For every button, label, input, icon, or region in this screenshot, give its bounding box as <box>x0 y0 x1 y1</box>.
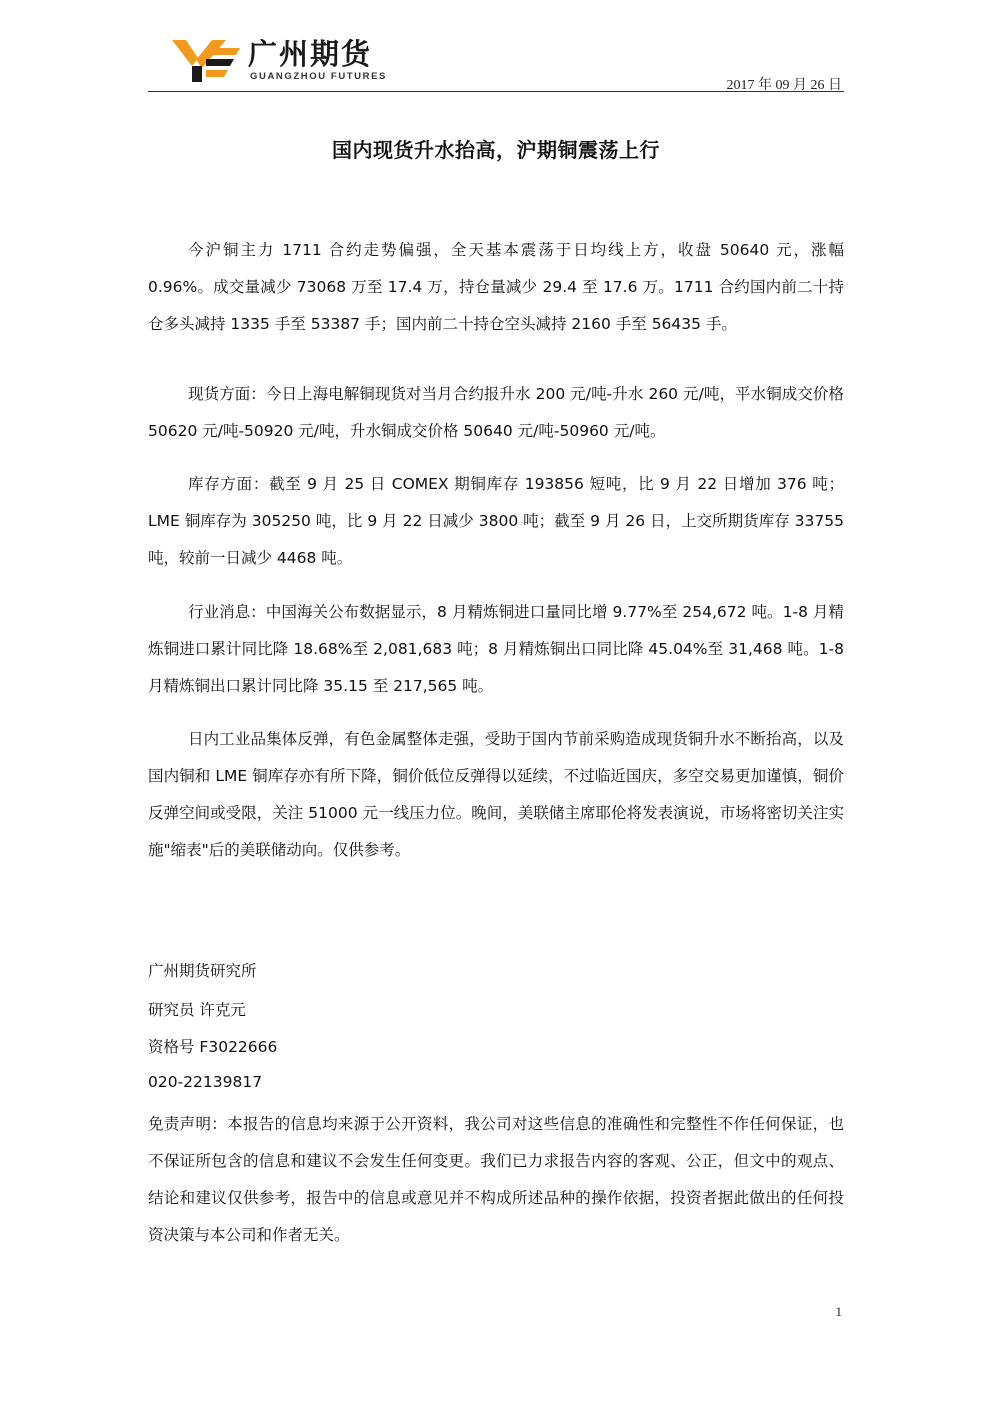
phone-number: 020-22139817 <box>148 1073 263 1091</box>
paragraph-outlook: 日内工业品集体反弹，有色金属整体走强，受助于国内节前采购造成现货铜升水不断抬高，以及国内铜和 LME 铜库存亦有所下降，铜价低位反弹得以延续，不过临近国庆，多空交易更加谨慎，铜价反弹空间或受限，关注 51000 元一线压力位。晚间，美联储主席耶伦将发表演说，市场将密切关注实施"缩表"后的美联储动向。仅供参考。 <box>148 730 844 859</box>
company-logo <box>172 37 387 84</box>
paragraph-inventory: 库存方面：截至 9 月 25 日 COMEX 期铜库存 193856 短吨，比 9 月 22 日增加 376 吨；LME 铜库存为 305250 吨，比 9 月 22 日减少 3800 吨；截至 9 月 26 日，上交所期货库存 33755 吨，较前一日减少 4468 吨。 <box>148 475 844 567</box>
license-number: 资格号 F3022666 <box>148 1038 278 1056</box>
institute-name: 广州期货研究所 <box>148 962 257 980</box>
guangzhou-futures-logo-icon <box>172 38 242 84</box>
report-title: 国内现货升水抬高，沪期铜震荡上行 <box>332 138 660 162</box>
researcher-name: 研究员 许克元 <box>148 1001 246 1019</box>
header-divider <box>148 91 844 92</box>
paragraph-spot: 现货方面：今日上海电解铜现货对当月合约报升水 200 元/吨-升水 260 元/吨，平水铜成交价格 50620 元/吨-50920 元/吨，升水铜成交价格 50640 元/吨-50960 元/吨。 <box>148 385 844 440</box>
report-date: 2017 年 09 月 26 日 <box>726 78 842 93</box>
paragraph-industry-news: 行业消息：中国海关公布数据显示，8 月精炼铜进口量同比增 9.77%至 254,672 吨。1-8 月精炼铜进口累计同比降 18.68%至 2,081,683 吨；8 月精炼铜出口同比降 45.04%至 31,468 吨。1-8 月精炼铜出口累计同比降 35.15 至 217,565 吨。 <box>148 603 844 695</box>
paragraph-market-summary: 今沪铜主力 1711 合约走势偏强，全天基本震荡于日均线上方，收盘 50640 元，涨幅 0.96%。成交量减少 73068 万至 17.4 万，持仓量减少 29.4 至 17.6 万。1711 合约国内前二十持仓多头减持 1335 手至 53387 手；国内前二十持仓空头减持 2160 手至 56435 手。 <box>148 241 844 333</box>
logo-chinese-text: 广州期货 <box>248 37 373 71</box>
logo-english-text: GUANGZHOU FUTURES <box>250 71 387 82</box>
page-number: 1 <box>835 1304 842 1319</box>
disclaimer: 免责声明：本报告的信息均来源于公开资料，我公司对这些信息的准确性和完整性不作任何保证，也不保证所包含的信息和建议不会发生任何变更。我们已力求报告内容的客观、公正，但文中的观点、结论和建议仅供参考，报告中的信息或意见并不构成所述品种的操作依据，投资者据此做出的任何投资决策与本公司和作者无关。 <box>148 1115 844 1244</box>
